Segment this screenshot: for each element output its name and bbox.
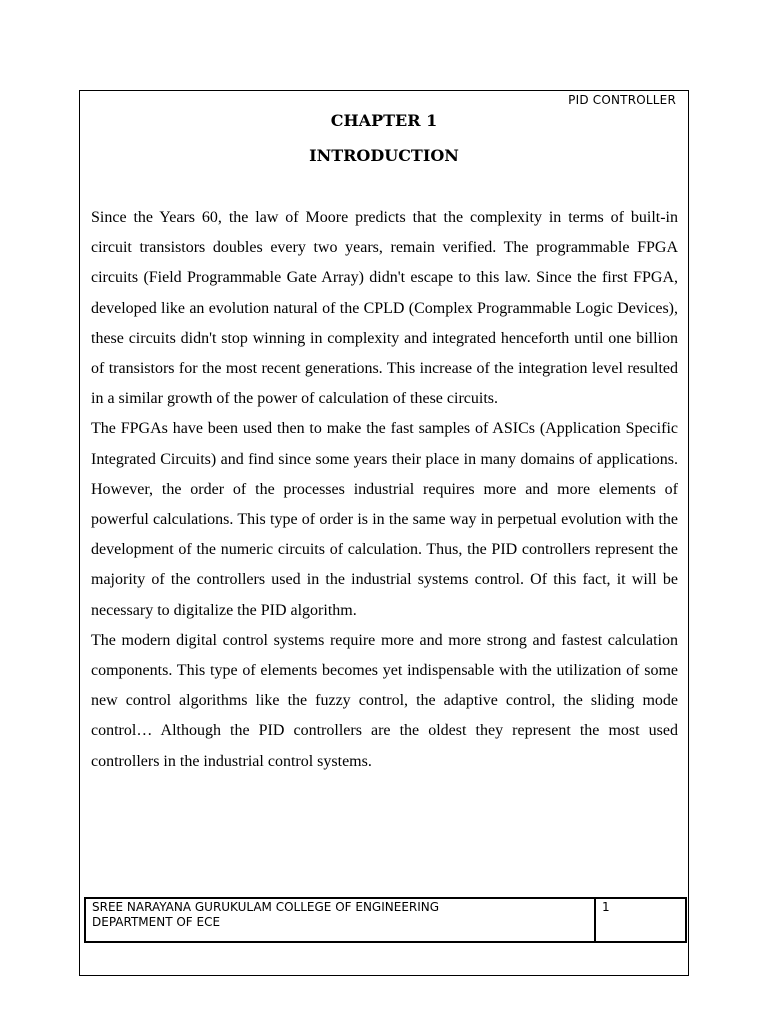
footer-department: DEPARTMENT OF ECE (92, 915, 221, 929)
chapter-title: INTRODUCTION (309, 146, 459, 165)
footer-table (84, 897, 687, 943)
page-border-frame (79, 90, 689, 976)
chapter-number: CHAPTER 1 (330, 111, 438, 130)
paragraph-1: Since the Years 60, the law of Moore predicts that the complexity in terms of built-in circuit transistors doubles every two years, remain verified. The programmable FPGA circuits (Field Programmable Gate Array) didn't escape to this law. Since the first FPGA, developed like an evolution natural of the CPLD (Complex Programmable Logic Devices), these circuits didn't stop winning in complexity and integrated henceforth until one billion of transistors for the most recent generations. This increase of the integration level resulted in a similar growth of the power of calculation of these circuits. (91, 209, 678, 408)
running-header: PID CONTROLLER (568, 93, 676, 107)
footer-college-name: SREE NARAYANA GURUKULAM COLLEGE OF ENGINEERING (92, 900, 440, 914)
paragraph-2: The FPGAs have been used then to make the fast samples of ASICs (Application Specific Integrated Circuits) and find since some years their place in many domains of applications. However, the order of the processes industrial requires more and more elements of powerful calculations. This type of order is in the same way in perpetual evolution with the development of the numeric circuits of calculation. Thus, the PID controllers represent the majority of the controllers used in the industrial systems control. Of this fact, it will be necessary to digitalize the PID algorithm. (91, 420, 678, 619)
footer-institution-cell (86, 899, 596, 941)
paragraph-3: The modern digital control systems require more and more strong and fastest calculation components. This type of elements becomes yet indispensable with the utilization of some new control algorithms like the fuzzy control, the adaptive control, the sliding mode control… Although the PID controllers are the oldest they represent the most used controllers in the industrial control systems. (91, 631, 678, 770)
footer-page-number: 1 (602, 900, 610, 914)
body-text (91, 203, 678, 777)
